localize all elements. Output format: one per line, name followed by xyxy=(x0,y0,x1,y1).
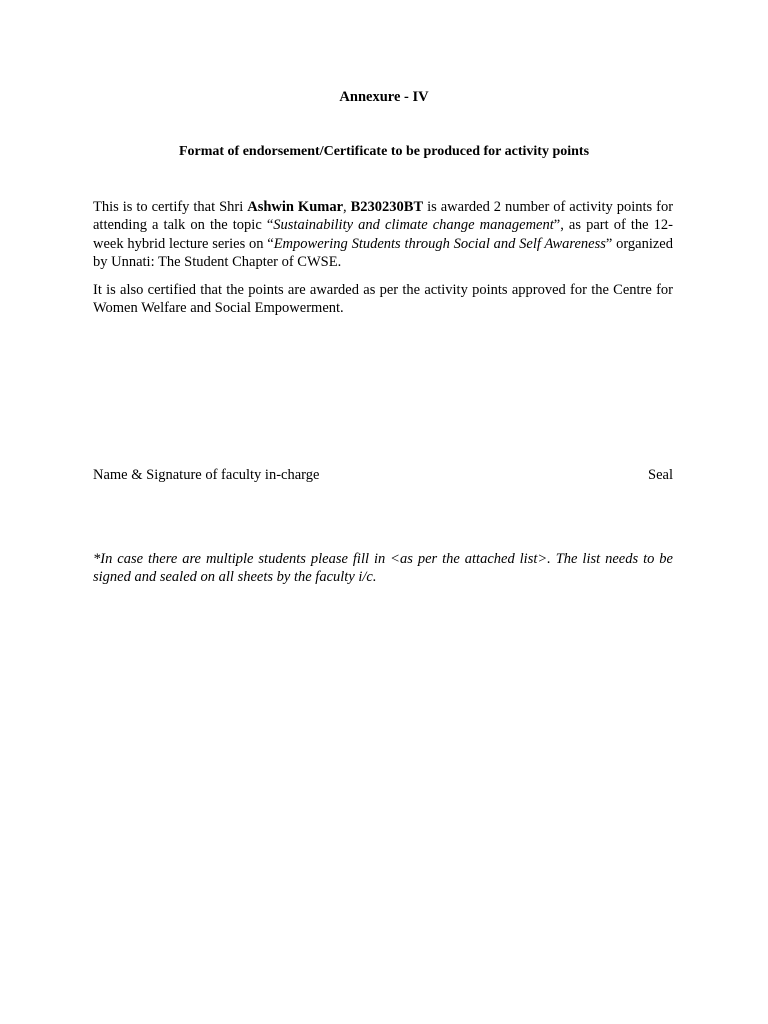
footnote: *In case there are multiple students please fill in <as per the attached list>. The list needs to be signed and sealed on all sheets by the faculty i/c. xyxy=(93,551,673,586)
awarded-text: is awarded 2 number of activity points for attending a talk on the topic “ xyxy=(93,199,674,234)
annexure-title: Annexure - IV xyxy=(339,89,429,105)
signature-row xyxy=(93,466,673,484)
name-separator: , xyxy=(343,199,351,215)
student-name: Ashwin Kumar xyxy=(247,199,344,215)
series-name: Empowering Students through Social and Self Awareness xyxy=(273,235,606,252)
signature-label: Name & Signature of faculty in-charge xyxy=(93,467,320,483)
approval-paragraph: It is also certified that the points are awarded as per the activity points approved for the Centre for Women Welfare and Social Empowerment. xyxy=(93,282,673,317)
certification-paragraph xyxy=(93,198,673,271)
organizer-text: ” organized by Unnati: The Student Chapter of CWSE. xyxy=(93,235,673,270)
intro-text: This is to certify that Shri xyxy=(93,199,248,215)
talk-topic: Sustainability and climate change management xyxy=(273,217,554,234)
seal-label: Seal xyxy=(648,467,673,483)
format-heading: Format of endorsement/Certificate to be produced for activity points xyxy=(178,144,590,159)
roll-number: B230230BT xyxy=(350,199,424,215)
series-text: ”, as part of the 12-week hybrid lecture series on “ xyxy=(93,217,673,252)
